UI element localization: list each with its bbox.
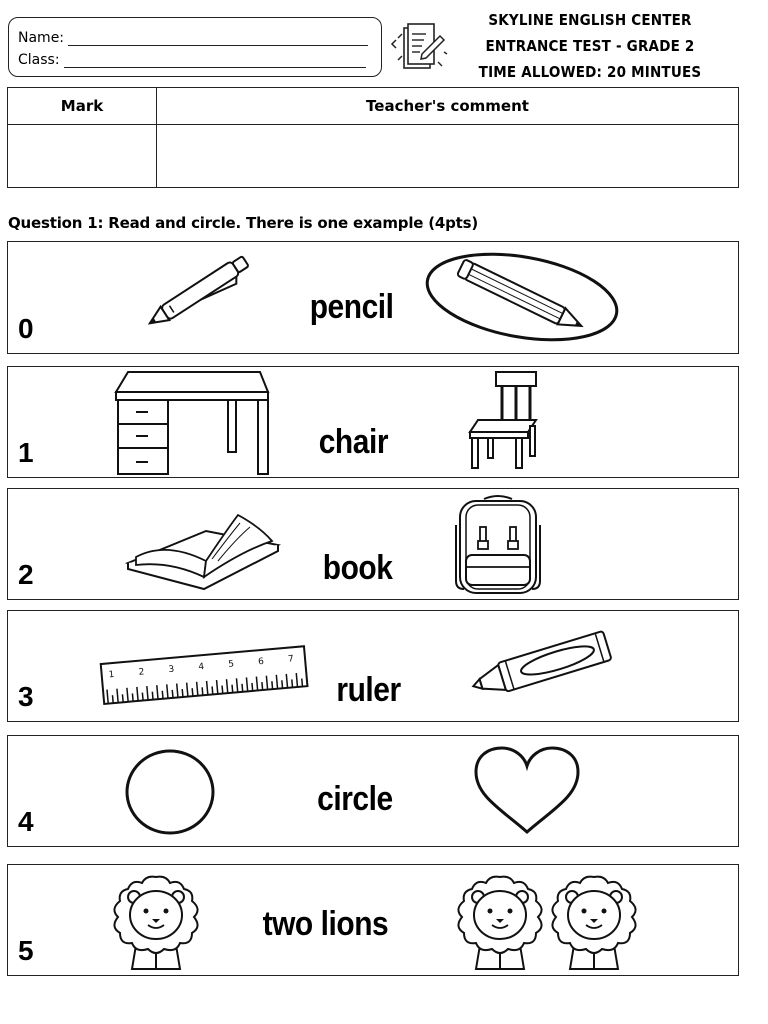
ruler-tick xyxy=(152,692,153,700)
lion-icon[interactable] xyxy=(106,873,206,973)
mark-cell[interactable] xyxy=(8,125,157,188)
item-number: 1 xyxy=(18,437,34,468)
ruler-tick xyxy=(252,683,253,691)
item-word: circle xyxy=(317,780,393,818)
mark-header: Mark xyxy=(8,88,157,125)
ruler-tick xyxy=(232,685,233,693)
chair-icon[interactable] xyxy=(466,370,542,470)
comment-header: Teacher's comment xyxy=(157,88,739,125)
comment-cell[interactable] xyxy=(157,125,739,188)
ruler-tick xyxy=(172,690,173,698)
crayon-icon[interactable] xyxy=(466,629,626,699)
heart-icon[interactable] xyxy=(472,746,582,836)
question-row-1 xyxy=(7,366,739,478)
time-allowed: TIME ALLOWED: 20 MINTUES xyxy=(478,63,702,81)
ruler-tick xyxy=(272,681,273,689)
class-line[interactable] xyxy=(18,52,366,68)
ruler-tick xyxy=(202,687,203,695)
score-table xyxy=(7,87,739,188)
ruler-tick xyxy=(132,693,133,701)
question-row-2 xyxy=(7,488,739,600)
desk-icon[interactable] xyxy=(114,370,274,476)
question-row-0 xyxy=(7,241,739,354)
school-name: SKYLINE ENGLISH CENTER xyxy=(488,11,692,29)
question-row-4 xyxy=(7,735,739,847)
item-word: pencil xyxy=(309,288,394,326)
ruler-icon[interactable] xyxy=(100,647,310,701)
item-number: 4 xyxy=(18,806,34,837)
ruler-tick xyxy=(122,694,123,702)
ruler-tick xyxy=(282,680,283,688)
name-class-box xyxy=(8,17,382,77)
name-blank[interactable] xyxy=(68,33,368,46)
svg-text:7: 7 xyxy=(287,654,295,665)
pencil-icon[interactable] xyxy=(424,250,620,344)
ruler-tick xyxy=(142,693,143,701)
circle-shape-icon[interactable] xyxy=(124,748,216,836)
class-blank[interactable] xyxy=(64,55,366,68)
book-icon[interactable] xyxy=(126,511,280,589)
class-label: Class: xyxy=(18,52,60,68)
svg-text:4: 4 xyxy=(197,662,205,673)
item-word: two lions xyxy=(262,905,389,943)
question-title: Question 1: Read and circle. There is one example (4pts) xyxy=(8,214,479,232)
pen-icon[interactable] xyxy=(136,250,266,330)
question-row-5 xyxy=(7,864,739,976)
item-number: 0 xyxy=(18,313,34,344)
ruler-tick xyxy=(112,695,113,703)
ruler-tick xyxy=(212,686,213,694)
ruler-tick xyxy=(222,686,223,694)
item-number: 3 xyxy=(18,681,34,712)
item-word: chair xyxy=(318,423,389,461)
item-word: ruler xyxy=(336,671,401,709)
backpack-icon[interactable] xyxy=(452,495,544,595)
svg-text:5: 5 xyxy=(227,659,235,670)
question-row-3 xyxy=(7,610,739,722)
item-number: 5 xyxy=(18,935,34,966)
name-label: Name: xyxy=(18,30,65,46)
svg-text:2: 2 xyxy=(138,667,145,678)
ruler-tick xyxy=(302,679,303,687)
svg-text:1: 1 xyxy=(108,669,115,681)
ruler-tick xyxy=(192,688,193,696)
item-word: book xyxy=(322,549,393,587)
ruler-tick xyxy=(242,684,243,692)
ruler-tick xyxy=(262,682,263,690)
ruler-tick xyxy=(182,689,183,697)
ruler-tick xyxy=(292,679,293,687)
ruler-tick xyxy=(162,691,163,699)
two-lions-icon[interactable] xyxy=(450,873,646,973)
test-title: ENTRANCE TEST - GRADE 2 xyxy=(485,37,695,55)
svg-text:3: 3 xyxy=(168,664,175,676)
svg-text:6: 6 xyxy=(257,656,265,668)
name-line[interactable] xyxy=(18,30,368,46)
item-number: 2 xyxy=(18,559,34,590)
